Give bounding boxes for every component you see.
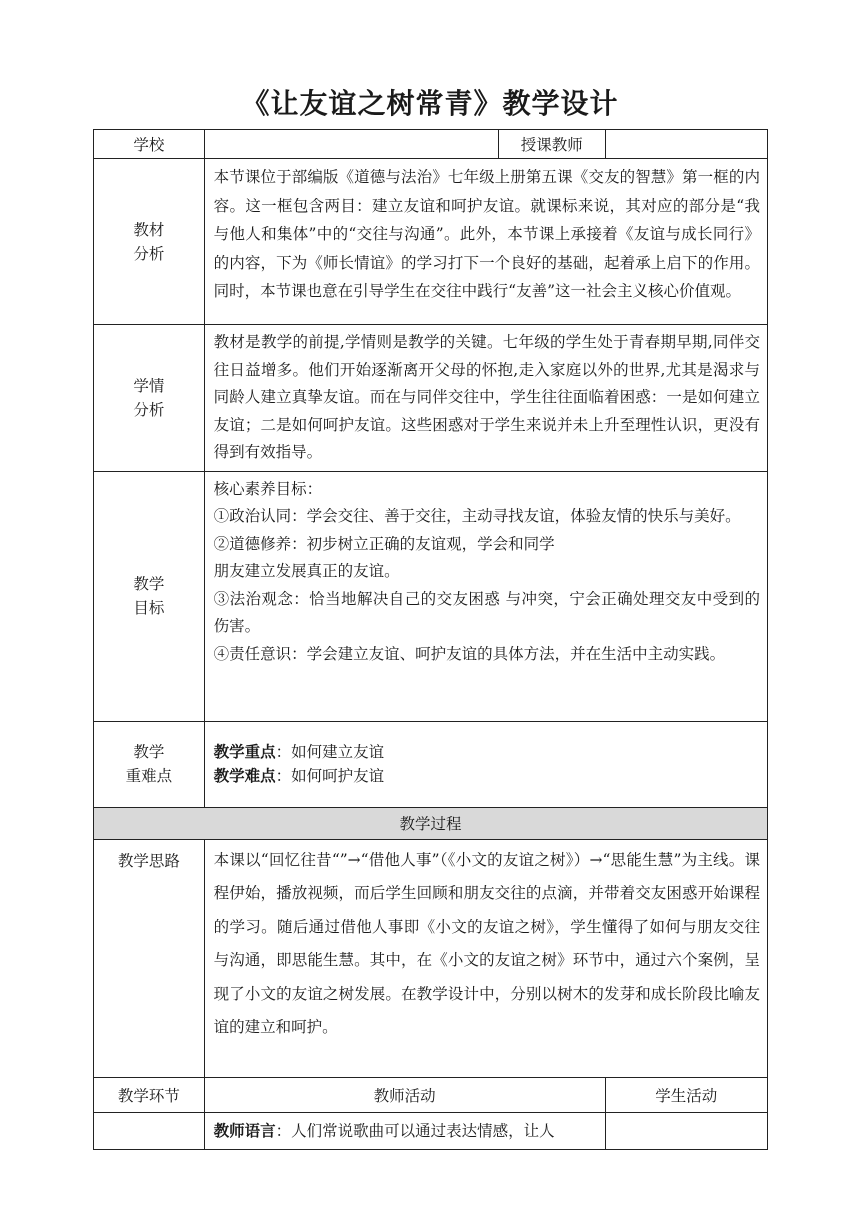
- process-header-row: [94, 807, 768, 839]
- columns-header-row: [94, 1077, 768, 1112]
- column-student: 学生活动: [605, 1077, 767, 1112]
- column-stage: 教学环节: [94, 1077, 205, 1112]
- approach-label: 教学思路: [94, 839, 205, 1077]
- goals-line: ④责任意识：学会建立友谊、呵护友谊的具体方法，并在生活中主动实践。: [213, 644, 726, 663]
- goals-label-line1: 教学: [133, 575, 165, 593]
- teacher-language-label: 教师语言: [213, 1120, 276, 1140]
- teacher-language-text: ：人们常说歌曲可以通过表达情感，让人: [275, 1121, 555, 1140]
- school-label: 学校: [94, 130, 205, 159]
- process-header: 教学过程: [94, 807, 768, 839]
- header-row: [94, 130, 768, 159]
- difficulty-line: [214, 764, 760, 788]
- column-teacher: 教师活动: [204, 1077, 605, 1112]
- focus-line: [214, 740, 760, 764]
- keypoints-text: [204, 721, 767, 807]
- teacher-value: [605, 130, 767, 159]
- teacher-label: 授课教师: [499, 130, 606, 159]
- activity-student-cell: [605, 1112, 767, 1150]
- material-label: [94, 159, 205, 325]
- activity-row: [94, 1112, 768, 1150]
- activity-teacher-cell: [204, 1112, 605, 1150]
- student-label: [94, 325, 205, 472]
- goals-line: ②道德修养：初步树立正确的友谊观，学会和同学: [213, 534, 555, 553]
- student-text: 教材是教学的前提,学情则是教学的关键。七年级的学生处于青春期早期,同伴交往日益增多。他们开始逐渐离开父母的怀抱,走入家庭以外的世界,尤其是渴求与同龄人建立真挚友谊。而在与同伴交往中，学生往往面临着困惑：一是如何建立友谊；二是如何呵护友谊。这些困惑对于学生来说并未上升至理性认识，更没有得到有效指导。: [204, 325, 767, 472]
- approach-row: [94, 839, 768, 1077]
- student-label-line1: 学情: [133, 376, 165, 395]
- goals-line: 朋友建立发展真正的友谊。: [213, 562, 400, 580]
- difficulty-label: 教学难点: [213, 766, 276, 785]
- focus-label: 教学重点: [213, 742, 276, 761]
- goals-text: [204, 471, 767, 721]
- school-value: [204, 130, 498, 159]
- material-label-line1: 教材: [133, 220, 165, 239]
- material-text: 本节课位于部编版《道德与法治》七年级上册第五课《交友的智慧》第一框的内容。这一框包含两目：建立友谊和呵护友谊。就课标来说，其对应的部分是“我与他人和集体”中的“交往与沟通”。此外，本节课上承接着《友谊与成长同行》的内容，下为《师长情谊》的学习打下一个良好的基础，起着承上启下的作用。同时，本节课也意在引导学生在交往中践行“友善”这一社会主义核心价值观。: [204, 159, 767, 325]
- goals-line: ③法治观念：恰当地解决自己的交友困惑 与冲突，宁会正确处理交友中受到的伤害。: [213, 589, 760, 635]
- goals-label: [94, 471, 205, 721]
- goals-label-line2: 目标: [133, 599, 165, 617]
- goals-row: [94, 471, 768, 721]
- student-analysis-row: [94, 325, 768, 472]
- focus-text: ：如何建立友谊: [275, 743, 385, 761]
- document-title: 《让友谊之树常青》教学设计: [241, 87, 619, 120]
- goals-line: ①政治认同：学会交往、善于交往，主动寻找友谊，体验友情的快乐与美好。: [213, 507, 741, 525]
- goals-line: 核心素养目标：: [213, 479, 323, 498]
- material-analysis-row: [94, 159, 768, 325]
- activity-stage-cell: [94, 1112, 205, 1150]
- keypoints-label-line1: 教学: [133, 743, 165, 761]
- keypoints-label-line2: 重难点: [125, 767, 173, 785]
- keypoints-label: [94, 721, 205, 807]
- student-label-line2: 分析: [133, 400, 165, 419]
- difficulty-text: ：如何呵护友谊: [275, 767, 385, 785]
- lesson-plan-table: [93, 129, 768, 1150]
- material-label-line2: 分析: [133, 244, 165, 263]
- approach-text: 本课以“回忆往昔“”→“借他人事”（《小文的友谊之树》）→“思能生慧”为主线。课程伊始，播放视频，而后学生回顾和朋友交往的点滴，并带着交友困惑开始课程的学习。随后通过借他人事即《小文的友谊之树》，学生懂得了如何与朋友交往与沟通，即思能生慧。其中，在《小文的友谊之树》环节中，通过六个案例，呈现了小文的友谊之树发展。在教学设计中，分别以树木的发芽和成长阶段比喻友谊的建立和呵护。: [204, 839, 767, 1077]
- keypoints-row: [94, 721, 768, 807]
